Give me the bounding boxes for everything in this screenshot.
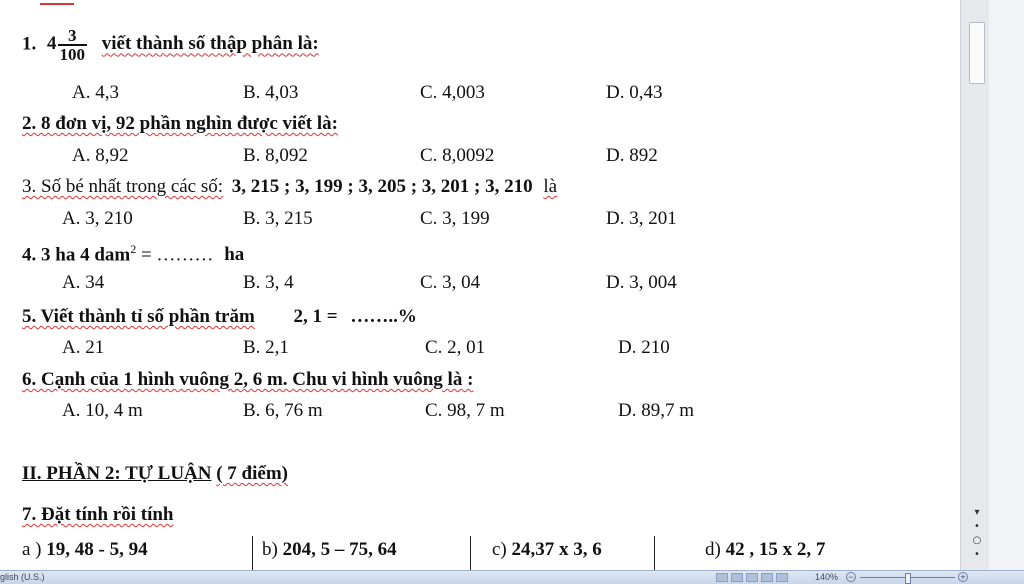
q7-part-c-expr: 24,37 x 3, 6 bbox=[511, 539, 602, 560]
vertical-scrollbar[interactable] bbox=[960, 0, 989, 570]
q3-option-d: D. 3, 201 bbox=[606, 208, 677, 229]
q6-option-d: D. 89,7 m bbox=[618, 400, 694, 421]
zoom-in-button[interactable]: + bbox=[958, 572, 968, 582]
question-5 bbox=[22, 306, 417, 328]
scrollbar-thumb[interactable] bbox=[969, 22, 985, 84]
draft-view-icon[interactable] bbox=[776, 573, 788, 582]
q3-option-c: C. 3, 199 bbox=[420, 208, 490, 229]
q3-option-a: A. 3, 210 bbox=[62, 208, 133, 229]
section-2-title: II. PHẦN 2: TỰ LUẬN bbox=[22, 463, 212, 484]
zoom-slider-knob[interactable] bbox=[905, 573, 911, 584]
q4-unit: ha bbox=[224, 244, 245, 266]
q2-option-d: D. 892 bbox=[606, 145, 658, 166]
q1-numerator: 3 bbox=[58, 27, 88, 46]
q7-part-d bbox=[705, 539, 825, 561]
q7-part-b-expr: 204, 5 – 75, 64 bbox=[282, 539, 397, 560]
zoom-level[interactable]: 140% bbox=[815, 572, 839, 582]
outline-view-icon[interactable] bbox=[761, 573, 773, 582]
question-1 bbox=[22, 27, 319, 63]
q7-part-b-label: b) bbox=[262, 539, 278, 560]
status-bar bbox=[0, 570, 1024, 584]
q7-part-a-expr: 19, 48 - 5, 94 bbox=[46, 539, 148, 560]
print-layout-view-icon[interactable] bbox=[716, 573, 728, 582]
next-page-icon[interactable]: • bbox=[974, 549, 980, 560]
q7-part-a-label: a ) bbox=[22, 539, 42, 560]
question-7 bbox=[22, 504, 174, 526]
q1-option-b: B. 4,03 bbox=[243, 82, 299, 103]
q7-part-b bbox=[262, 539, 397, 561]
question-2 bbox=[22, 113, 338, 135]
question-6 bbox=[22, 369, 473, 391]
section-2-heading bbox=[22, 463, 288, 485]
q4-blank: = ……… bbox=[136, 244, 219, 266]
scroll-down-icon[interactable]: ▾ bbox=[974, 507, 980, 518]
q3-tail: là bbox=[543, 176, 558, 197]
q3-text: 3. Số bé nhất trong các số: bbox=[22, 176, 224, 197]
q1-option-d: D. 0,43 bbox=[606, 82, 663, 103]
previous-page-icon[interactable]: • bbox=[974, 521, 980, 532]
q7-title: 7. Đặt tính rồi tính bbox=[22, 504, 174, 525]
q6-text: 6. Cạnh của 1 hình vuông 2, 6 m. Chu vi hình vuông là : bbox=[22, 369, 474, 390]
q1-option-a: A. 4,3 bbox=[72, 82, 119, 103]
q1-option-c: C. 4,003 bbox=[420, 82, 485, 103]
q5-expr: 2, 1 = bbox=[293, 306, 338, 327]
q2-option-c: C. 8,0092 bbox=[420, 145, 495, 166]
column-divider bbox=[470, 536, 471, 570]
q2-option-b: B. 8,092 bbox=[243, 145, 308, 166]
select-browse-object-icon[interactable]: ○ bbox=[972, 535, 982, 546]
language-indicator[interactable]: glish (U.S.) bbox=[0, 572, 45, 582]
q4-option-b: B. 3, 4 bbox=[243, 272, 294, 293]
section-2-points: ( 7 điểm) bbox=[216, 463, 288, 484]
q4-sup: 2 bbox=[130, 242, 137, 256]
q3-numbers: 3, 215 ; 3, 199 ; 3, 205 ; 3, 201 ; 3, 210 bbox=[231, 176, 533, 197]
zoom-out-button[interactable]: − bbox=[846, 572, 856, 582]
q7-part-d-expr: 42 , 15 x 2, 7 bbox=[725, 539, 826, 560]
column-divider bbox=[654, 536, 655, 570]
web-layout-view-icon[interactable] bbox=[746, 573, 758, 582]
q4-option-a: A. 34 bbox=[62, 272, 105, 293]
q2-text: 2. 8 đơn vị, 92 phần nghìn được viết là: bbox=[22, 113, 338, 134]
q5-blank: ……..% bbox=[350, 306, 417, 327]
q5-option-a: A. 21 bbox=[62, 337, 105, 358]
column-divider bbox=[252, 536, 253, 570]
q5-option-c: C. 2, 01 bbox=[425, 337, 486, 358]
q7-part-d-label: d) bbox=[705, 539, 721, 560]
q6-option-a: A. 10, 4 m bbox=[62, 400, 143, 421]
full-screen-reading-view-icon[interactable] bbox=[731, 573, 743, 582]
view-buttons bbox=[716, 573, 788, 582]
q4-option-c: C. 3, 04 bbox=[420, 272, 481, 293]
question-4 bbox=[22, 238, 244, 266]
q7-part-c bbox=[492, 539, 602, 561]
q7-part-c-label: c) bbox=[492, 539, 507, 560]
right-gutter bbox=[989, 0, 1024, 570]
q1-whole: 4 bbox=[47, 33, 57, 55]
q1-number: 1. bbox=[22, 33, 37, 55]
q4-option-d: D. 3, 004 bbox=[606, 272, 677, 293]
q1-fraction bbox=[58, 27, 88, 63]
q5-option-b: B. 2,1 bbox=[243, 337, 289, 358]
q1-prompt: viết thành số thập phân là: bbox=[101, 33, 319, 55]
q2-option-a: A. 8,92 bbox=[72, 145, 129, 166]
q7-part-a bbox=[22, 539, 148, 561]
top-decoration bbox=[40, 0, 74, 5]
q4-text: 4. 3 ha 4 dam bbox=[22, 244, 131, 266]
q1-denominator: 100 bbox=[59, 45, 85, 64]
q3-option-b: B. 3, 215 bbox=[243, 208, 313, 229]
q6-option-c: C. 98, 7 m bbox=[425, 400, 505, 421]
q6-option-b: B. 6, 76 m bbox=[243, 400, 323, 421]
q5-option-d: D. 210 bbox=[618, 337, 670, 358]
question-3 bbox=[22, 176, 557, 198]
q5-text: 5. Viết thành tỉ số phần trăm bbox=[22, 306, 255, 327]
